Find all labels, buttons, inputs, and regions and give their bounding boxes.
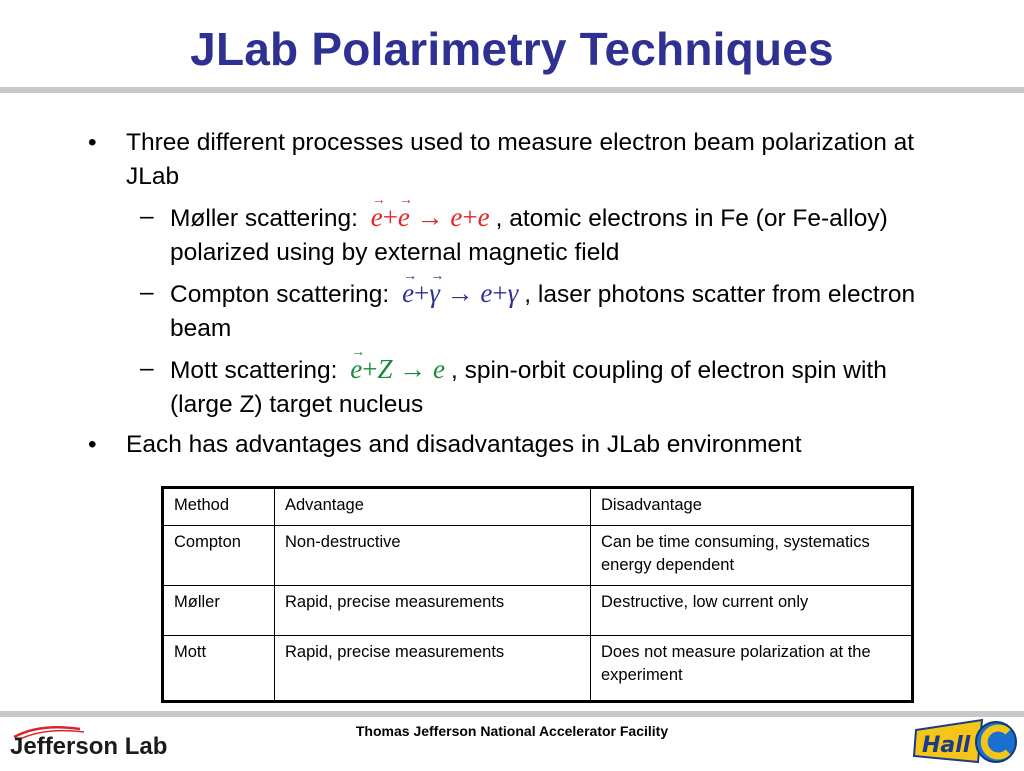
table-cell: Does not measure polarization at the experiment xyxy=(591,636,913,702)
bullet-text: Three different processes used to measure electron beam polarization at JLab xyxy=(126,129,915,190)
table-cell: Rapid, precise measurements xyxy=(275,586,591,636)
hall-c-icon xyxy=(912,716,1020,766)
moller-equation: → e+→ e → e+e xyxy=(371,200,490,234)
sub-bullet-label: Compton scattering: xyxy=(170,281,390,308)
table-cell: Rapid, precise measurements xyxy=(275,636,591,702)
table-header-row xyxy=(163,488,913,526)
table-row xyxy=(163,526,913,586)
table-cell: Destructive, low current only xyxy=(591,586,913,636)
table-row xyxy=(163,586,913,636)
slide-title: JLab Polarimetry Techniques xyxy=(190,23,834,75)
jefferson-lab-logo-text: Jefferson Lab xyxy=(10,733,168,760)
sub-bullet-desc: , atomic electrons in Fe (or Fe-alloy) polarized using by external magnetic field xyxy=(170,205,888,266)
mott-equation: → e+Z → e xyxy=(350,352,445,386)
bullet-marker: • xyxy=(88,129,97,156)
sub-bullet-desc: , spin-orbit coupling of electron spin with (large Z) target nucleus xyxy=(170,357,887,418)
footer-divider xyxy=(0,711,1024,717)
footer-text: Thomas Jefferson National Accelerator Facility xyxy=(355,723,669,739)
sub-bullet-label: Mott scattering: xyxy=(170,357,338,384)
sub-bullet-mott xyxy=(84,352,944,422)
table-cell: Can be time consuming, systematics energy dependent xyxy=(591,526,913,586)
table-header-cell: Advantage xyxy=(275,488,591,526)
sub-bullet-moller xyxy=(84,200,944,270)
hall-c-logo xyxy=(912,716,1020,766)
slide-body xyxy=(84,126,944,468)
table-row xyxy=(163,636,913,702)
bullet-item xyxy=(84,126,944,194)
table-cell: Mott xyxy=(163,636,275,702)
bullet-item xyxy=(84,428,944,462)
table-header-cell: Disadvantage xyxy=(591,488,913,526)
bullet-text: Each has advantages and disadvantages in JLab environment xyxy=(126,431,802,458)
table-cell: Møller xyxy=(163,586,275,636)
table-cell: Compton xyxy=(163,526,275,586)
sub-bullet-label: Møller scattering: xyxy=(170,205,358,232)
dash-marker: – xyxy=(140,203,154,230)
title-divider xyxy=(0,87,1024,93)
table-cell: Non-destructive xyxy=(275,526,591,586)
dash-marker: – xyxy=(140,355,154,382)
table-header-cell: Method xyxy=(163,488,275,526)
sub-bullet-compton xyxy=(84,276,944,346)
bullet-marker: • xyxy=(88,431,97,458)
comparison-table xyxy=(161,486,914,703)
dash-marker: – xyxy=(140,279,154,306)
sub-bullet-desc: , laser photons scatter from electron beam xyxy=(170,281,916,342)
svg-text:Hall: Hall xyxy=(922,733,971,758)
compton-equation: → e+→ γ → e+γ xyxy=(402,276,518,310)
